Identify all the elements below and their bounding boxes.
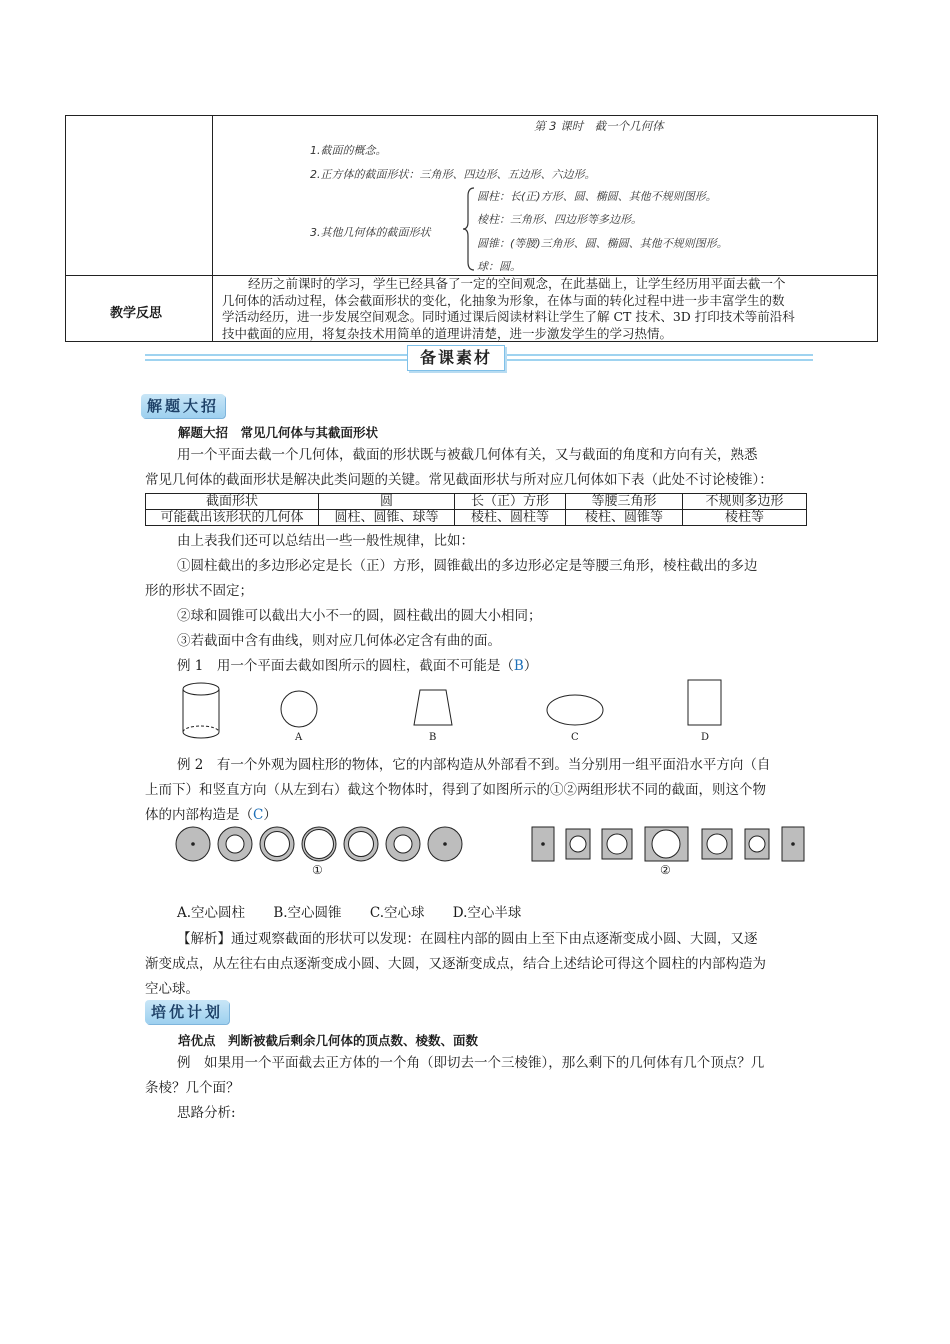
- lesson-item-1: 1.截面的概念。: [310, 144, 387, 157]
- example1-text: 例 1 用一个平面去截如图所示的圆柱，截面不可能是（: [177, 658, 514, 674]
- cylinder-figure: [180, 680, 222, 742]
- table-cell: 棱柱、圆柱等: [455, 510, 566, 526]
- section-group-2-figure: [530, 825, 810, 865]
- section2-line: 例 如果用一个平面截去正方体的一个角（即切去一个三棱锥），那么剩下的几何体有几个顶点？几: [177, 1055, 765, 1071]
- example2-analysis: [145, 927, 815, 1002]
- reflection-text: [222, 276, 872, 342]
- brace-icon: [462, 186, 476, 272]
- option-c: C.空心球: [369, 905, 425, 921]
- reflection-line: 经历之前课时的学习，学生已经具备了一定的空间观念，在此基础上，让学生经历用平面去截一个: [248, 276, 786, 291]
- example2-line: 例 2 有一个外观为圆柱形的物体，它的内部构造从外部看不到。当分别用一组平面沿水平方向（自: [177, 757, 771, 773]
- group-label-2: ②: [660, 863, 671, 877]
- cross-section-table: [145, 493, 807, 526]
- rule-line: ②球和圆锥可以截出大小不一的圆，圆柱截出的圆大小相同；: [177, 608, 542, 624]
- lesson-table-col-divider: [212, 116, 213, 341]
- example2-line: 上而下）和竖直方向（从左到右）截这个物体时，得到了如图所示的①②两组形状不同的截面，则这个物: [145, 782, 766, 798]
- summary-line: 由上表我们还可以总结出一些一般性规律，比如：: [177, 533, 474, 549]
- example2-line3: 体的内部构造是（: [145, 807, 253, 823]
- option-label: D: [701, 732, 710, 743]
- lesson-branch-cylinder: 圆柱：长(正)方形、圆、椭圆、其他不规则图形。: [477, 190, 717, 203]
- option-a-circle: [279, 689, 319, 729]
- option-d-rectangle: [686, 678, 724, 728]
- option-label: C: [571, 732, 579, 743]
- intro-line: 用一个平面去截一个几何体，截面的形状既与被截几何体有关，又与截面的角度和方向有关，熟悉: [177, 447, 758, 463]
- option-b-trapezoid: [412, 688, 454, 728]
- option-label: A: [295, 732, 303, 743]
- table-cell: 长（正）方形: [455, 494, 566, 510]
- example1-line: [145, 654, 815, 679]
- option-d: D.空心半球: [452, 905, 522, 921]
- example1-close: ）: [523, 658, 538, 674]
- table-cell: 不规则多边形: [683, 494, 807, 510]
- table-row: [146, 494, 807, 510]
- option-c-ellipse: [545, 692, 605, 728]
- lesson-title: 第 3 课时 截一个几何体: [534, 119, 664, 133]
- lesson-branch-cone: 圆锥：(等腰)三角形、圆、椭圆、其他不规则图形。: [477, 237, 728, 250]
- reflection-label: 教学反思: [110, 306, 163, 321]
- group-label-1: ①: [312, 863, 323, 877]
- reflection-line: 技中截面的应用，将复杂技术用简单的道理讲清楚，进一步激发学生的学习热情。: [222, 325, 673, 341]
- example1-answer: B: [513, 658, 524, 674]
- section-badge-peiyou: 培优计划: [145, 1000, 229, 1024]
- lesson-branch-sphere: 球：圆。: [477, 260, 521, 273]
- option-a: A.空心圆柱: [177, 905, 246, 921]
- table-cell: 圆: [319, 494, 455, 510]
- section2-line: 条棱？几个面？: [145, 1080, 240, 1096]
- lesson-item-2: 2.正方体的截面形状：三角形、四边形、五边形、六边形。: [310, 168, 596, 181]
- lesson-branch-prism: 棱柱：三角形、四边形等多边形。: [477, 213, 642, 226]
- table-cell: 圆柱、圆锥、球等: [319, 510, 455, 526]
- section-group-1-figure: [175, 825, 470, 865]
- rule-line: ③若截面中含有曲线，则对应几何体必定含有曲的面。: [177, 633, 501, 649]
- banner-line-left: [145, 354, 407, 361]
- reflection-line: 学活动经历，进一步发展空间观念。同时通过课后阅读材料让学生了解 CT 技术、3D 打印技术等前沿科: [222, 309, 795, 324]
- rule-line: 形的形状不固定；: [145, 583, 253, 599]
- table-cell: 等腰三角形: [566, 494, 683, 510]
- section2-text: [145, 1051, 815, 1126]
- table-cell: 可能截出该形状的几何体: [146, 510, 319, 526]
- option-b: B.空心圆锥: [273, 905, 342, 921]
- example2-close: ）: [263, 807, 277, 823]
- lesson-item-3: 3.其他几何体的截面形状: [310, 226, 431, 239]
- table-cell: 截面形状: [146, 494, 319, 510]
- section1-intro: [145, 443, 815, 493]
- table-cell: 棱柱等: [683, 510, 807, 526]
- section1-heading: 解题大招 常见几何体与其截面形状: [178, 425, 379, 440]
- section1-rules: [145, 529, 815, 679]
- analysis-line: 【解析】通过观察截面的形状可以发现：在圆柱内部的圆由上至下由点逐渐变成小圆、大圆，又逐: [177, 931, 758, 947]
- example2-options: [177, 901, 521, 926]
- section2-heading: 培优点 判断被截后剩余几何体的顶点数、棱数、面数: [178, 1033, 479, 1048]
- example2-text: [145, 753, 815, 828]
- table-cell: 棱柱、圆锥等: [566, 510, 683, 526]
- section-badge-jieti: 解题大招: [141, 394, 225, 418]
- example2-answer: C: [253, 807, 264, 823]
- banner-line-right: [505, 354, 813, 361]
- option-label: B: [429, 732, 437, 743]
- analysis-line: 空心球。: [145, 981, 199, 997]
- analysis-line: 渐变成点，从左往右由点逐渐变成小圆、大圆，又逐渐变成点，结合上述结论可得这个圆柱的内部构造为: [145, 956, 766, 972]
- section2-analysis-label: 思路分析:: [177, 1105, 236, 1121]
- reflection-line: 几何体的活动过程，体会截面形状的变化，化抽象为形象，在体与面的转化过程中进一步丰富学生的数: [222, 292, 785, 308]
- intro-line: 常见几何体的截面形状是解决此类问题的关键。常见截面形状与所对应几何体如下表（此处不讨论棱锥）：: [145, 472, 773, 488]
- table-row: [146, 510, 807, 526]
- rule-line: ①圆柱截出的多边形必定是长（正）方形，圆锥截出的多边形必定是等腰三角形，棱柱截出的多边: [177, 558, 758, 574]
- banner-title: 备课素材: [407, 345, 505, 371]
